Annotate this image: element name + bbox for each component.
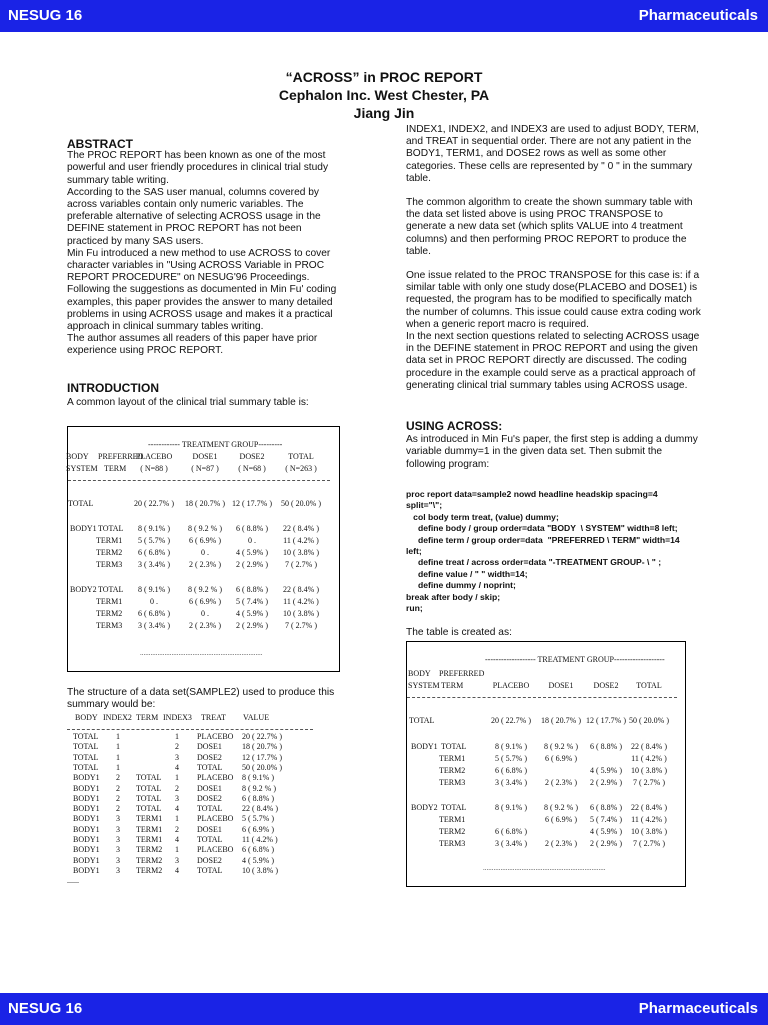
paper-author: Jiang Jin [353,105,415,121]
page-header-band [0,0,768,32]
table2-cell: 6 ( 6.9% ) [545,815,577,824]
structure-cell: TERM2 [136,855,163,865]
table2-cell: 2 ( 2.9% ) [590,778,622,787]
generated-table [406,641,686,887]
table1-col-n: ( N=68 ) [238,464,266,473]
table2-cell: 6 ( 6.9% ) [545,754,577,763]
structure-col-header: TREAT [201,713,226,722]
table1-cell: 5 ( 5.7% ) [138,536,170,545]
table1-row-term: TOTAL [98,585,124,594]
table1-row-term: TERM2 [96,609,123,618]
table2-cell: 2 ( 2.3% ) [545,839,577,848]
table1-cell: 50 ( 20.0% ) [281,499,321,508]
structure-col-header: VALUE [243,713,270,722]
structure-cell: 2 [175,824,179,834]
abstract-p3: Min Fu introduced a new method to use ACROSS to cover character variables in "Using ACROSS Variable in PROC REPORT PROCEDURE" on NESUG'96 Proceedings. [67,247,331,284]
table2-cell: 11 ( 4.2% ) [631,815,667,824]
table2-row-term: TERM2 [439,766,466,775]
table1-header-term: TERM [104,464,127,473]
table1-header-system: SYSTEM [66,464,98,473]
structure-cell: TOTAL [136,773,162,783]
abstract-p2: According to the SAS user manual, columns covered by across variables contain only numeric variables. The preferable alternative of selecting ACROSS usage in the DEFINE statement in PROC REPORT has not been practiced by many SAS users. [67,186,321,247]
dataset-structure-listing [67,712,347,892]
abstract-p5: The author assumes all readers of this paper have prior experience using PROC REPORT. [67,333,318,357]
introduction-heading: INTRODUCTION [67,381,159,395]
table2-cell: 50 ( 20.0% ) [629,716,669,725]
structure-cell: TOTAL [197,835,223,844]
table2-cell: 6 ( 6.8% ) [495,766,527,775]
structure-cell: PLACEBO [197,732,234,741]
structure-text [67,687,343,711]
structure-cell: DOSE2 [197,752,222,762]
structure-col-header: TERM [136,713,159,722]
structure-cell: DOSE1 [197,742,222,752]
table2-header-body: BODY [408,669,431,678]
structure-cell: BODY1 [73,845,100,855]
table2-row-term: TERM3 [439,778,466,787]
table2-cell: 8 ( 9.2 % ) [544,803,578,812]
table1-cell: 22 ( 8.4% ) [283,524,319,533]
right-p4: In the next section questions related to selecting ACROSS usage in the DEFINE statement in PROC REPORT and using the given data set in PROC REPORT directly are discussed. The coding procedure in the example could serve as a practical approach of generating clinical trial summary tables using ACROSS usage. [406,331,700,391]
structure-intro: The structure of a data set(SAMPLE2) used to produce this summary would be: [67,687,335,711]
table1-cell: 0 . [248,536,256,545]
table1-col-header: DOSE1 [192,452,218,461]
structure-cell: BODY1 [73,793,100,803]
structure-cell: 3 [116,814,120,824]
table1-row-body: TOTAL [68,499,94,508]
table1-col-header: PLACEBO [135,452,173,461]
table1-cell: 4 ( 5.9% ) [236,548,268,557]
structure-cell: 2 [175,783,179,793]
structure-cell: 1 [175,845,179,855]
structure-cell: 11 ( 4.2% ) [242,835,278,844]
structure-col-header: INDEX3 [163,713,192,722]
table1-cell: 8 ( 9.2 % ) [188,524,222,533]
table1-cell: 10 ( 3.8% ) [283,548,319,557]
table2-row-term: TERM2 [439,827,466,836]
table1-cell: 7 ( 2.7% ) [285,560,317,569]
structure-cell: 6 ( 6.8% ) [242,845,274,855]
table1-col-n: ( N=88 ) [140,464,168,473]
table2-row-term: TERM1 [439,815,466,824]
table2-cell: 8 ( 9.1% ) [495,803,527,812]
table2-cell: 3 ( 3.4% ) [495,778,527,787]
structure-cell: TOTAL [136,804,162,814]
table1-cell: 6 ( 8.8% ) [236,585,268,594]
using-across-p1: As introduced in Min Fu's paper, the first step is adding a dummy variable dummy=1 in the given data set. Then submit the following program: [406,434,698,470]
structure-cell: DOSE2 [197,793,222,803]
structure-cell: 12 ( 17.7% ) [242,752,282,762]
table2-cell: 8 ( 9.1% ) [495,742,527,751]
structure-cell: 2 [116,793,120,803]
table1-cell: 11 ( 4.2% ) [283,536,319,545]
structure-cell: BODY1 [73,783,100,793]
table2-cell: 6 ( 8.8% ) [590,742,622,751]
paper-title: “ACROSS” in PROC REPORT [285,69,483,85]
table1-cell: 6 ( 6.8% ) [138,548,170,557]
table1-cell: 2 ( 2.3% ) [189,621,221,630]
table1-col-header: TOTAL [288,452,314,461]
summary-table-layout [67,426,340,672]
structure-cell: DOSE1 [197,824,222,834]
structure-cell: 2 [175,742,179,752]
table1-group-header: ------------ TREATMENT GROUP--------- [148,440,283,449]
structure-cell: 2 [116,773,120,783]
using-across-heading: USING ACROSS: [406,419,503,433]
table2-header-rule [407,697,677,698]
structure-cell: PLACEBO [197,773,234,783]
footer-conference: NESUG 16 [8,1000,83,1017]
structure-cell: 6 ( 8.8% ) [242,793,274,803]
structure-cell: 5 ( 5.7% ) [242,814,274,824]
structure-cell: 1 [175,732,179,741]
table2-cell: 20 ( 22.7% ) [491,716,531,725]
table1-cell: 3 ( 3.4% ) [138,560,170,569]
using-across-section [406,420,702,471]
table1-cell: 2 ( 2.3% ) [189,560,221,569]
table2-cell: 10 ( 3.8% ) [631,827,667,836]
table1-cell: 0 . [201,548,209,557]
structure-cell: BODY1 [73,865,100,875]
structure-cell: TOTAL [197,865,223,875]
table2-footer-dots: ...................................................................... [483,864,606,872]
structure-cell: 18 ( 20.7% ) [242,742,282,752]
structure-cell: 1 [116,762,120,772]
structure-cell: 1 [175,773,179,783]
structure-cell: BODY1 [73,824,100,834]
structure-cell: 3 [116,835,120,844]
right-p3: One issue related to the PROC TRANSPOSE for this case is: if a similar table with only one study dose(PLACEBO and DOSE1) is requested, the program has to be modified to specifically match the number of columns. This issue could cause extra coding work when a generic report macro is required. [406,270,701,330]
structure-cell: 3 [175,855,179,865]
table1-cell: 6 ( 6.9% ) [189,597,221,606]
table2-row-term: TERM3 [439,839,466,848]
structure-cell: PLACEBO [197,845,234,855]
table1-cell: 8 ( 9.1% ) [138,585,170,594]
structure-cell: 8 ( 9.1% ) [242,773,274,783]
structure-cell: 8 ( 9.2 % ) [242,783,276,793]
structure-cell: 2 [116,804,120,814]
table1-cell: 2 ( 2.9% ) [236,621,268,630]
table2-cell: 11 ( 4.2% ) [631,754,667,763]
table2-row-body: TOTAL [409,716,435,725]
table1-cell: 11 ( 4.2% ) [283,597,319,606]
table1-cell: 12 ( 17.7% ) [232,499,272,508]
table1-cell: 6 ( 8.8% ) [236,524,268,533]
table1-cell: 0 . [150,597,158,606]
table1-cell: 3 ( 3.4% ) [138,621,170,630]
table2-cell: 7 ( 2.7% ) [633,778,665,787]
structure-cell: BODY1 [73,773,100,783]
structure-cell: TOTAL [73,752,99,762]
table2-row-term: TOTAL [441,803,467,812]
table2-header-preferred: PREFERRED [439,669,485,678]
table2-cell: 5 ( 7.4% ) [590,815,622,824]
structure-col-header: INDEX2 [103,713,132,722]
structure-cell: TOTAL [136,783,162,793]
structure-col-header: BODY [75,713,98,722]
table2-col-header: DOSE1 [548,681,574,690]
introduction-section [67,382,343,409]
abstract-p4: Following the suggestions as documented in Min Fu' coding examples, this paper provides the answer to many detailed problems in using ACROSS usage and makes it a practical approach in clinical summary tables writing. [67,284,337,333]
structure-cell: 10 ( 3.8% ) [242,865,278,875]
table1-header-rule [68,480,330,481]
structure-cell: 3 [116,855,120,865]
table1-cell: 5 ( 7.4% ) [236,597,268,606]
table1-row-term: TERM1 [96,536,123,545]
structure-cell: 4 [175,762,179,772]
structure-cell: DOSE2 [197,855,222,865]
structure-cell: 3 [116,865,120,875]
table1-row-body: BODY2 [70,585,97,594]
structure-cell: 4 [175,804,179,814]
table1-row-term: TERM1 [96,597,123,606]
structure-cell: TOTAL [73,742,99,752]
structure-cell: 3 [116,845,120,855]
table2-header-system: SYSTEM [408,681,440,690]
table1-row-term: TERM3 [96,560,123,569]
table2-cell: 7 ( 2.7% ) [633,839,665,848]
page-footer-band [0,993,768,1025]
structure-cell: PLACEBO [197,814,234,824]
structure-cell: 1 [116,732,120,741]
structure-ellipsis: ...... [67,876,79,886]
structure-cell: 2 [116,783,120,793]
sas-code-block: proc report data=sample2 nowd headline headskip spacing=4 split="\"; col body term treat, (value) dummy; define body / group order=data "BODY \ SYSTEM" width=8 left; define term / group order=data "PREFERRED \ TERM" width=14 left; define treat / across order=data "-TREATMENT GROUP- \ " ; define value / " " width=14; define dummy / noprint; break after body / skip; run; [406,489,680,614]
right-column-text [406,124,702,392]
table1-cell: 4 ( 5.9% ) [236,609,268,618]
structure-cell: TERM1 [136,835,163,844]
table2-cell: 2 ( 2.3% ) [545,778,577,787]
structure-cell: BODY1 [73,855,100,865]
structure-cell: 3 [116,824,120,834]
table2-cell: 18 ( 20.7% ) [541,716,581,725]
table2-row-term: TOTAL [441,742,467,751]
table1-cell: 18 ( 20.7% ) [185,499,225,508]
table1-col-n: ( N=87 ) [191,464,219,473]
paper-affiliation: Cephalon Inc. West Chester, PA [278,87,490,103]
structure-cell: 50 ( 20.0% ) [242,762,282,772]
structure-cell: TOTAL [197,762,223,772]
table2-cell: 6 ( 8.8% ) [590,803,622,812]
table1-cell: 8 ( 9.2 % ) [188,585,222,594]
table1-cell: 8 ( 9.1% ) [138,524,170,533]
header-conference: NESUG 16 [8,7,83,24]
table2-cell: 8 ( 9.2 % ) [544,742,578,751]
table-created-caption: The table is created as: [406,627,512,638]
table2-col-header: DOSE2 [593,681,619,690]
structure-cell: 4 [175,835,179,844]
table2-col-header: TOTAL [636,681,662,690]
structure-cell: 1 [116,752,120,762]
table-created-text [406,627,702,639]
table1-row-term: TERM3 [96,621,123,630]
table2-cell: 4 ( 5.9% ) [590,827,622,836]
footer-section: Pharmaceuticals [638,1000,758,1017]
table2-row-term: TERM1 [439,754,466,763]
structure-cell: TERM2 [136,845,163,855]
structure-cell: TOTAL [197,804,223,814]
table2-row-body: BODY1 [411,742,438,751]
table2-cell: 5 ( 5.7% ) [495,754,527,763]
structure-cell: 4 [175,865,179,875]
structure-cell: 20 ( 22.7% ) [242,732,282,741]
structure-cell: 1 [116,742,120,752]
structure-header-rule [67,729,313,730]
table1-col-n: ( N=263 ) [285,464,317,473]
table1-cell: 22 ( 8.4% ) [283,585,319,594]
table1-cell: 20 ( 22.7% ) [134,499,174,508]
table1-cell: 7 ( 2.7% ) [285,621,317,630]
structure-cell: TERM2 [136,865,163,875]
table2-cell: 22 ( 8.4% ) [631,742,667,751]
table2-row-body: BODY2 [411,803,438,812]
abstract-section [67,138,343,358]
table2-cell: 12 ( 17.7% ) [586,716,626,725]
table2-cell: 2 ( 2.9% ) [590,839,622,848]
table2-header-term: TERM [441,681,464,690]
table1-cell: 6 ( 6.8% ) [138,609,170,618]
right-p1: INDEX1, INDEX2, and INDEX3 are used to adjust BODY, TERM, and TREAT in sequential order. There are not any patient in the BODY1, TERM1, and DOSE2 rows as well as some other categories. These cells are represented by " 0 " in the summary table. [406,124,699,184]
structure-cell: BODY1 [73,835,100,844]
table1-header-preferred: PREFERRED [98,452,144,461]
table2-cell: 10 ( 3.8% ) [631,766,667,775]
table1-header-body: BODY [66,452,89,461]
table2-group-header: ------------------- TREATMENT GROUP------------------- [485,655,665,664]
table1-cell: 2 ( 2.9% ) [236,560,268,569]
structure-cell: TOTAL [136,793,162,803]
table1-row-term: TERM2 [96,548,123,557]
table1-row-body: BODY1 [70,524,97,533]
structure-cell: 4 ( 5.9% ) [242,855,274,865]
structure-cell: 6 ( 6.9% ) [242,824,274,834]
structure-cell: TOTAL [73,762,99,772]
table1-col-header: DOSE2 [239,452,265,461]
structure-cell: 3 [175,752,179,762]
structure-cell: TERM1 [136,814,163,824]
introduction-p1: A common layout of the clinical trial summary table is: [67,397,309,409]
structure-cell: BODY1 [73,804,100,814]
table2-col-header: PLACEBO [492,681,530,690]
table1-cell: 6 ( 6.9% ) [189,536,221,545]
structure-cell: TOTAL [73,732,99,741]
table2-cell: 6 ( 6.8% ) [495,827,527,836]
table2-cell: 22 ( 8.4% ) [631,803,667,812]
structure-cell: DOSE1 [197,783,222,793]
structure-cell: BODY1 [73,814,100,824]
right-p2: The common algorithm to create the shown summary table with the data set listed above is using PROC TRANSPOSE to generate a new data set (which splits VALUE into 4 treatment columns) and then performing PROC REPORT to produce the table. [406,197,693,257]
structure-cell: 22 ( 8.4% ) [242,804,278,814]
header-section: Pharmaceuticals [638,7,758,24]
abstract-heading: ABSTRACT [67,137,133,151]
abstract-p1: The PROC REPORT has been known as one of the most powerful and user friendly procedures in clinical trial study summary table writing. [67,150,329,186]
table1-cell: 0 . [201,609,209,618]
structure-cell: 1 [175,814,179,824]
structure-cell: 3 [175,793,179,803]
table1-row-term: TOTAL [98,524,124,533]
structure-cell: TERM1 [136,824,163,834]
table1-footer-dots: ...................................................................... [140,649,263,657]
table1-cell: 10 ( 3.8% ) [283,609,319,618]
table2-cell: 4 ( 5.9% ) [590,766,622,775]
table2-cell: 3 ( 3.4% ) [495,839,527,848]
